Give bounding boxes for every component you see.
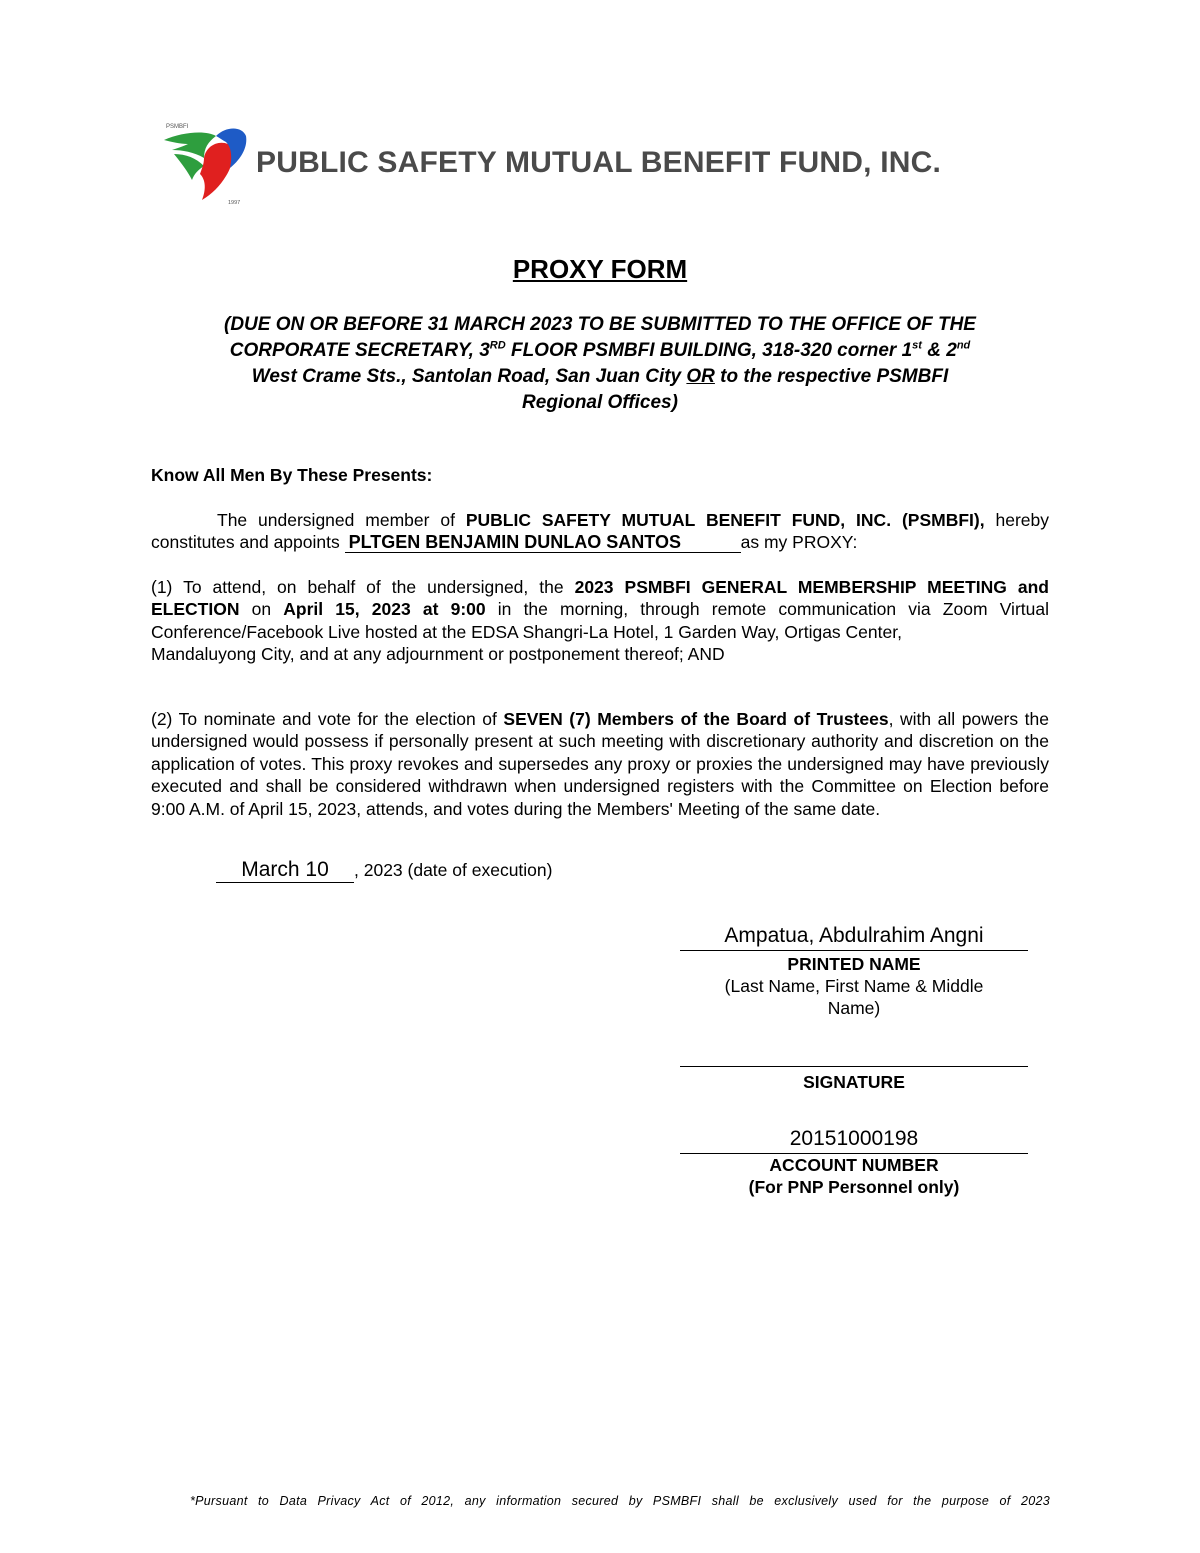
account-number-label: ACCOUNT NUMBER	[769, 1155, 939, 1175]
due-line-4: Regional Offices)	[522, 392, 678, 413]
printed-name-block	[680, 922, 1028, 1019]
org-name-bold: PUBLIC SAFETY MUTUAL BENEFIT FUND, INC. (PSMBFI),	[465, 510, 985, 530]
account-number-block	[680, 1125, 1028, 1198]
due-line-1: (DUE ON OR BEFORE 31 MARCH 2023 TO BE SUBMITTED TO THE OFFICE OF THE	[224, 314, 976, 335]
signature-block	[680, 1038, 1028, 1093]
due-notice	[150, 312, 1050, 416]
logo-red-wing	[200, 143, 232, 200]
logo-green-wing-lower	[174, 154, 204, 180]
logo-caption-top: PSMBFI	[166, 124, 189, 130]
due-line-3: West Crame Sts., Santolan Road, San Juan City OR to the respective PSMBFI	[251, 366, 949, 387]
privacy-footer: *Pursuant to Data Privacy Act of 2012, any information secured by PSMBFI shall be exclusively used for the purpose of 2023	[190, 1494, 1050, 1508]
signature-label: SIGNATURE	[803, 1072, 905, 1092]
execution-date-line: March 10 , 2023 (date of execution)	[216, 858, 552, 883]
due-line-2: CORPORATE SECRETARY, 3RD FLOOR PSMBFI BUILDING, 318-320 corner 1st & 2nd	[229, 339, 971, 361]
printed-name-label: PRINTED NAME	[787, 954, 921, 974]
proxy-appointee-field[interactable]: PLTGEN BENJAMIN DUNLAO SANTOS	[345, 532, 741, 553]
account-number-hint: (For PNP Personnel only)	[748, 1177, 960, 1197]
printed-name-field[interactable]: Ampatua, Abdulrahim Angni	[680, 922, 1028, 951]
org-name: PUBLIC SAFETY MUTUAL BENEFIT FUND, INC.	[256, 146, 942, 179]
page-title: PROXY FORM	[512, 254, 688, 284]
salutation: Know All Men By These Presents:	[151, 465, 433, 485]
account-number-field[interactable]: 20151000198	[680, 1125, 1028, 1154]
signature-field[interactable]	[680, 1038, 1028, 1067]
attend-paragraph: (1) To attend, on behalf of the undersigned, the 2023 PSMBFI GENERAL MEMBERSHIP MEETING and ELECTION on April 15, 2023 at 9:00 in the morning, through remote communication via Zoom Virtual Conference/Facebook Live hosted at the EDSA Shangri-La Hotel, 1 Garden Way, Ortigas Center, Mandaluyong City, and at any adjournment or postponement thereof; AND	[151, 577, 1049, 665]
execution-date-field[interactable]: March 10	[216, 858, 354, 883]
psmbfi-logo	[160, 118, 250, 208]
printed-name-hint-1: (Last Name, First Name & Middle	[724, 976, 984, 996]
vote-paragraph: (2) To nominate and vote for the election of SEVEN (7) Members of the Board of Trustees, with all powers the undersigned would possess if personally present at such meeting with discretionary authority and discretion on the application of votes. This proxy revokes and supersedes any proxy or proxies the undersigned may have previously executed and shall be considered withdrawn when undersigned registers with the Committee on Election before 9:00 A.M. of April 15, 2023, attends, and votes during the Members' Meeting of the same date.	[151, 709, 1049, 819]
appointment-paragraph: The undersigned member of PUBLIC SAFETY MUTUAL BENEFIT FUND, INC. (PSMBFI), hereby constitutes and appoints PLTGEN BENJAMIN DUNLAO SANTOS as my PROXY:	[151, 510, 1049, 553]
printed-name-hint-2: Name)	[827, 998, 881, 1018]
logo-caption-bottom: 1997	[228, 200, 241, 206]
